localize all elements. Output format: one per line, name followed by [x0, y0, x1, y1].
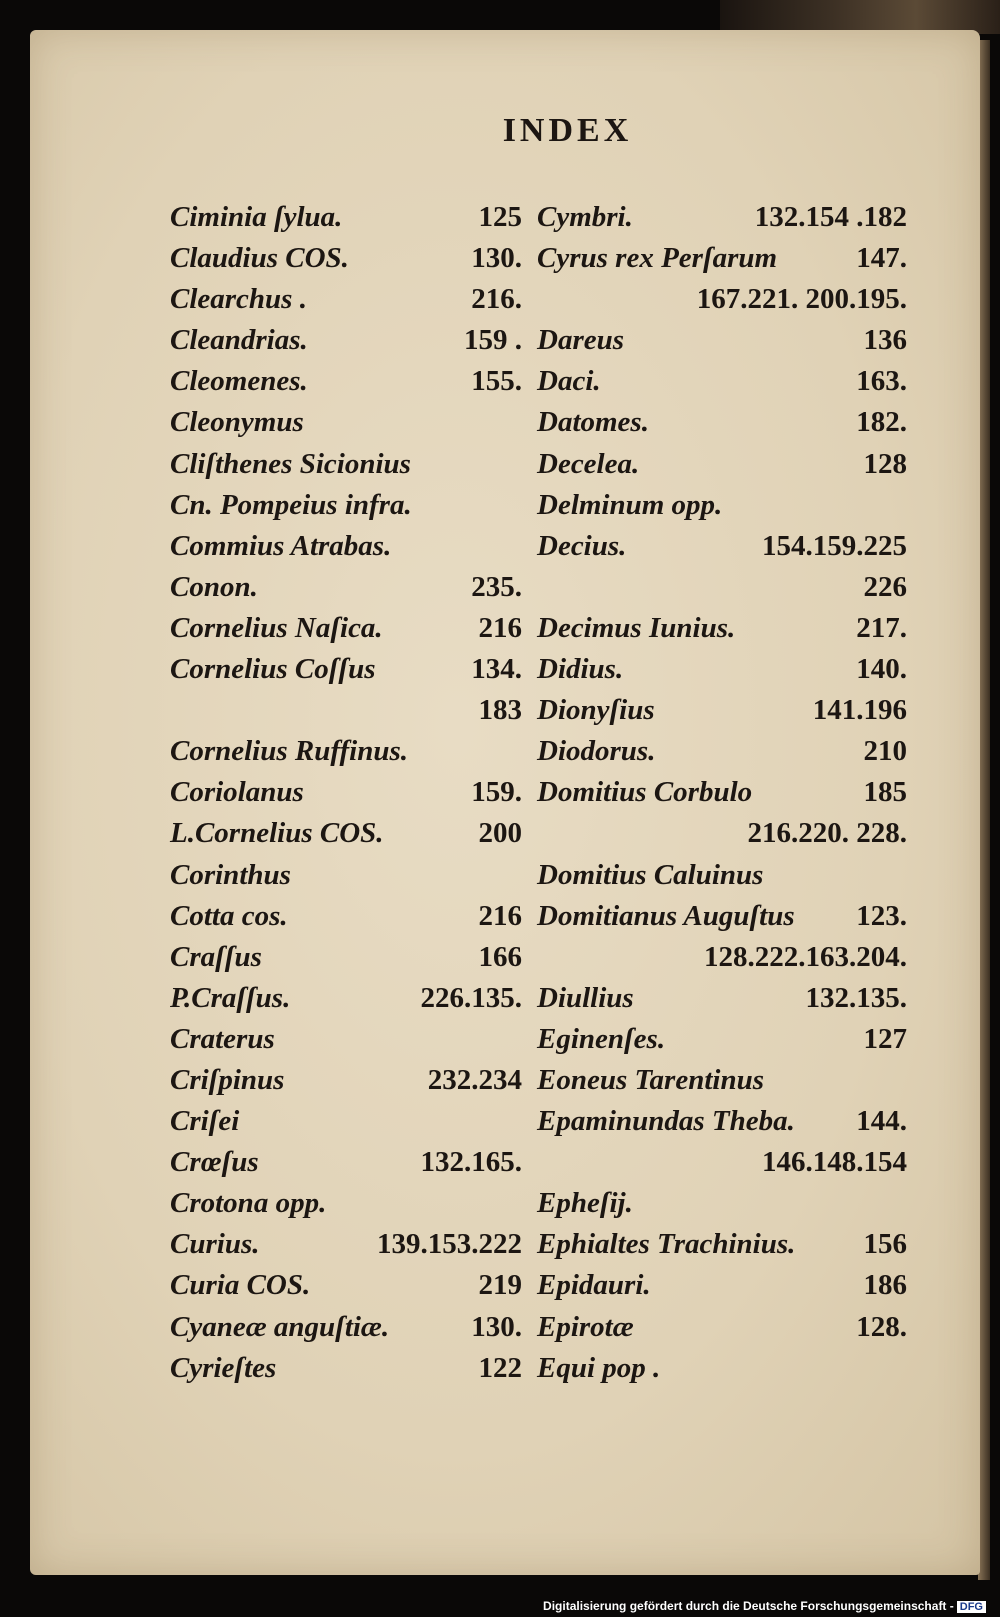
- entry-term: Epidauri.: [537, 1269, 651, 1302]
- index-entry: [170, 690, 522, 731]
- index-entry: [537, 896, 907, 937]
- entry-term: Cyrus rex Perſarum: [537, 242, 778, 275]
- entry-term: Didius.: [537, 653, 624, 686]
- index-entry: [537, 320, 907, 361]
- index-entry: [537, 361, 907, 402]
- index-entry: [537, 1348, 907, 1389]
- entry-term: Eoneus Tarentinus: [537, 1063, 765, 1096]
- entry-pages: 136: [863, 324, 907, 357]
- entry-term: Cornelius Coſſus: [170, 653, 376, 686]
- index-entry: [170, 279, 522, 320]
- index-entry: [170, 1224, 522, 1265]
- entry-term: Claudius COS.: [170, 242, 349, 275]
- entry-term: P.Craſſus.: [170, 981, 291, 1014]
- index-entry: [537, 1060, 907, 1101]
- entry-pages: 185: [863, 776, 907, 809]
- credit-text: Digitalisierung gefördert durch die Deutsche Forschungsgemeinschaft -: [543, 1599, 954, 1613]
- index-entry: [170, 1307, 522, 1348]
- entry-pages: 132.165.: [420, 1146, 522, 1179]
- index-entry: [170, 402, 522, 443]
- entry-pages: 235.: [471, 570, 522, 603]
- entry-term: Corinthus: [170, 858, 291, 891]
- index-entry: [170, 649, 522, 690]
- index-entry: [537, 937, 907, 978]
- entry-term: Domitianus Auguſtus: [537, 899, 795, 932]
- index-entry: [537, 567, 907, 608]
- index-entry: [537, 238, 907, 279]
- entry-term: Domitius Corbulo: [537, 776, 753, 809]
- index-column-left: [170, 197, 522, 1389]
- index-entry: [170, 772, 522, 813]
- entry-pages: 140.: [856, 653, 907, 686]
- index-entry: [537, 197, 907, 238]
- entry-term: Conon.: [170, 570, 258, 603]
- index-entry: [537, 813, 907, 854]
- entry-pages: 216: [478, 899, 522, 932]
- entry-pages: 122: [478, 1351, 522, 1384]
- entry-term: Decimus Iunius.: [537, 611, 736, 644]
- index-entry: [537, 608, 907, 649]
- entry-term: Epheſij.: [537, 1187, 633, 1220]
- index-entry: [170, 238, 522, 279]
- index-entry: [170, 197, 522, 238]
- book-page: [30, 30, 980, 1575]
- index-entry: [170, 567, 522, 608]
- entry-pages: 163.: [856, 365, 907, 398]
- index-entry: [170, 813, 522, 854]
- index-entry: [170, 1060, 522, 1101]
- entry-term: Cymbri.: [537, 201, 633, 233]
- entry-pages: 166: [478, 940, 522, 973]
- index-entry: [537, 1142, 907, 1183]
- index-entry: [537, 279, 907, 320]
- entry-term: Cornelius Ruffinus.: [170, 735, 409, 768]
- index-column-right: [537, 197, 907, 1389]
- digitization-credit: [543, 1599, 986, 1613]
- entry-term: Cleandrias.: [170, 324, 308, 357]
- entry-pages: 200: [478, 817, 522, 850]
- entry-pages: 139.153.222: [377, 1228, 522, 1261]
- entry-term: Commius Atrabas.: [170, 529, 392, 562]
- entry-pages: 186: [863, 1269, 907, 1302]
- entry-term: Cornelius Naſica.: [170, 611, 383, 644]
- index-entry: [537, 1101, 907, 1142]
- entry-term: Domitius Caluinus: [537, 858, 764, 891]
- entry-term: Dionyſius: [537, 694, 655, 727]
- index-entry: [170, 978, 522, 1019]
- entry-term: Coriolanus: [170, 776, 304, 809]
- entry-pages: 159 .: [464, 324, 522, 357]
- index-entry: [170, 937, 522, 978]
- dfg-logo: DFG: [957, 1601, 986, 1613]
- entry-term: Delminum opp.: [537, 488, 723, 521]
- index-entry: [170, 1101, 522, 1142]
- entry-pages: 167.221. 200.195.: [696, 283, 907, 316]
- index-entry: [537, 444, 907, 485]
- entry-pages: 226: [863, 570, 907, 603]
- entry-pages: 216.220. 228.: [747, 817, 907, 850]
- index-entry: [537, 1265, 907, 1306]
- entry-pages: 130.: [471, 242, 522, 275]
- index-entry: [170, 361, 522, 402]
- index-entry: [537, 526, 907, 567]
- entry-pages: 182.: [856, 406, 907, 439]
- entry-pages: 144.: [856, 1105, 907, 1138]
- entry-pages: 219: [478, 1269, 522, 1302]
- entry-pages: 146.148.154: [762, 1146, 907, 1179]
- index-entry: [537, 1224, 907, 1265]
- entry-pages: 141.196: [812, 694, 907, 727]
- index-entry: [170, 444, 522, 485]
- entry-term: Dareus: [537, 324, 625, 357]
- entry-pages: 232.234: [427, 1063, 522, 1096]
- entry-term: Datomes.: [537, 406, 649, 439]
- index-entry: [537, 649, 907, 690]
- entry-term: Cleomenes.: [170, 365, 308, 398]
- index-entry: [537, 1019, 907, 1060]
- entry-term: Daci.: [537, 365, 601, 398]
- entry-term: Curia COS.: [170, 1269, 311, 1302]
- entry-term: Equi pop .: [537, 1351, 661, 1384]
- entry-pages: 156: [863, 1228, 907, 1261]
- entry-term: Diodorus.: [537, 735, 656, 768]
- entry-term: Ephialtes Trachinius.: [537, 1228, 796, 1261]
- entry-pages: 128.222.163.204.: [704, 940, 907, 973]
- entry-pages: 130.: [471, 1310, 522, 1343]
- entry-pages: 125: [478, 201, 522, 233]
- page-header: INDEX: [502, 112, 633, 149]
- index-entry: [170, 731, 522, 772]
- index-entry: [537, 1307, 907, 1348]
- index-entry: [170, 896, 522, 937]
- entry-term: Decius.: [537, 529, 627, 562]
- entry-term: Decelea.: [537, 447, 640, 480]
- entry-pages: 128: [863, 447, 907, 480]
- entry-term: Cotta cos.: [170, 899, 288, 932]
- entry-term: Craterus: [170, 1022, 275, 1055]
- index-entry: [537, 402, 907, 443]
- entry-pages: 155.: [471, 365, 522, 398]
- entry-pages: 147.: [856, 242, 907, 275]
- entry-pages: 217.: [856, 611, 907, 644]
- entry-pages: 127: [863, 1022, 907, 1055]
- entry-term: Cleonymus: [170, 406, 304, 439]
- entry-pages: 132.154 .182: [754, 201, 907, 233]
- index-entry: [537, 1183, 907, 1224]
- entry-term: Curius.: [170, 1228, 260, 1261]
- index-entry: [537, 690, 907, 731]
- entry-term: Cliſthenes Sicionius: [170, 447, 411, 480]
- index-entry: [537, 485, 907, 526]
- index-entry: [537, 772, 907, 813]
- entry-term: Craſſus: [170, 940, 262, 973]
- index-entry: [170, 1265, 522, 1306]
- index-entry: [170, 526, 522, 567]
- index-entry: [170, 855, 522, 896]
- entry-term: Cyrieſtes: [170, 1351, 277, 1384]
- index-entry: [170, 320, 522, 361]
- entry-pages: 226.135.: [420, 981, 522, 1014]
- entry-term: Criſpinus: [170, 1063, 285, 1096]
- entry-term: Clearchus .: [170, 283, 307, 316]
- entry-term: Crotona opp.: [170, 1187, 327, 1220]
- index-entry: [170, 1142, 522, 1183]
- entry-pages: 216.: [471, 283, 522, 316]
- index-entry: [537, 855, 907, 896]
- book-spine: [720, 0, 1000, 34]
- index-entry: [170, 608, 522, 649]
- entry-term: Cyaneæ anguſtiæ.: [170, 1310, 390, 1343]
- entry-pages: 123.: [856, 899, 907, 932]
- index-entry: [537, 731, 907, 772]
- entry-term: Criſei: [170, 1105, 240, 1138]
- entry-term: Ciminia ſylua.: [170, 201, 343, 233]
- index-entry: [170, 485, 522, 526]
- entry-term: Epirotæ: [537, 1310, 634, 1343]
- entry-pages: 210: [863, 735, 907, 768]
- index-entry: [170, 1348, 522, 1389]
- entry-term: L.Cornelius COS.: [170, 817, 384, 850]
- index-entry: [537, 978, 907, 1019]
- entry-pages: 154.159.225: [762, 529, 907, 562]
- entry-pages: 132.135.: [805, 981, 907, 1014]
- index-entry: [170, 1019, 522, 1060]
- entry-term: Epaminundas Theba.: [537, 1105, 795, 1138]
- entry-term: Diullius: [537, 981, 634, 1014]
- entry-pages: 134.: [471, 653, 522, 686]
- index-entry: [170, 1183, 522, 1224]
- entry-term: Cn. Pompeius infra.: [170, 488, 412, 521]
- entry-pages: 159.: [471, 776, 522, 809]
- entry-term: Eginenſes.: [537, 1022, 666, 1055]
- entry-pages: 183: [478, 694, 522, 727]
- entry-pages: 216: [478, 611, 522, 644]
- entry-term: Crœſus: [170, 1146, 259, 1179]
- entry-pages: 128.: [856, 1310, 907, 1343]
